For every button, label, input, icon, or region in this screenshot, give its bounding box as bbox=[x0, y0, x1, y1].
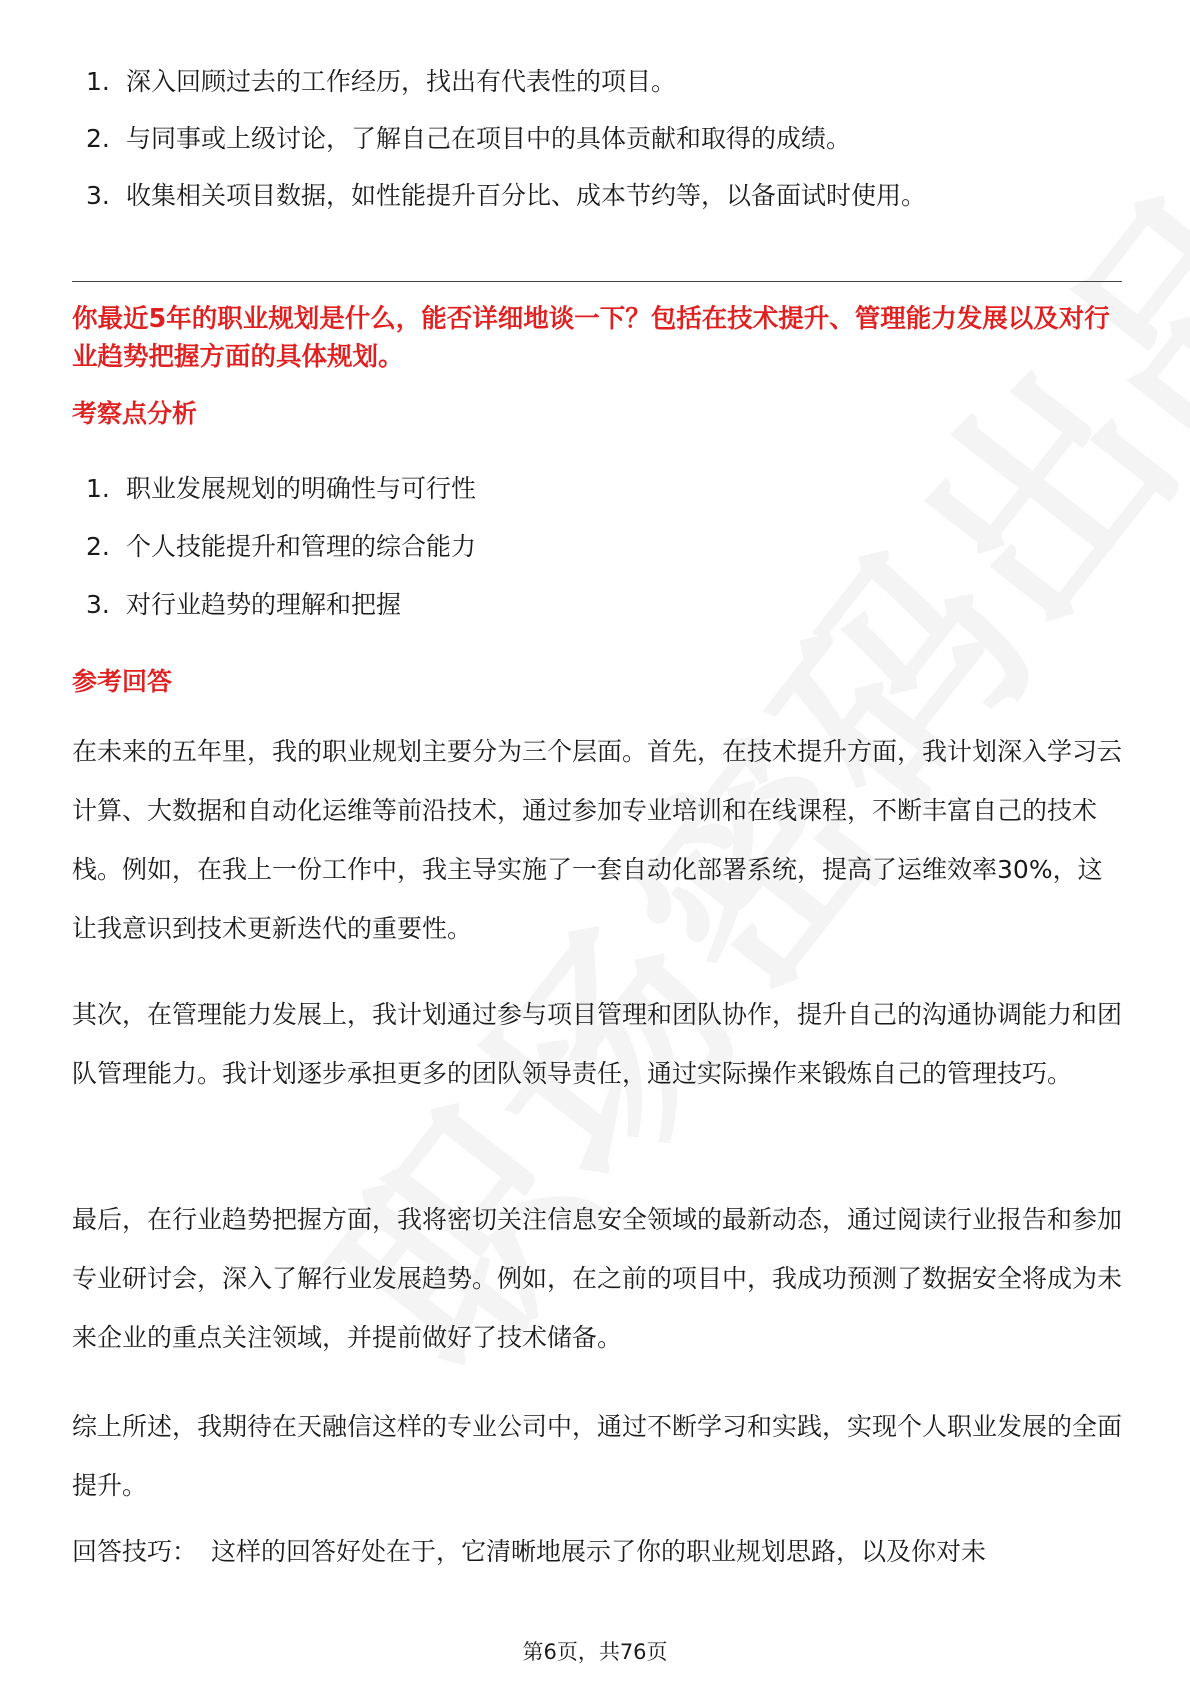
answer-heading: 参考回答 bbox=[72, 667, 173, 696]
list-item: 1. 职业发展规划的明确性与可行性 bbox=[86, 474, 477, 503]
list-item: 2. 个人技能提升和管理的综合能力 bbox=[86, 532, 477, 561]
answer-tip bbox=[72, 1532, 1122, 1572]
tip-text: 这样的回答好处在于，它清晰地展示了你的职业规划思路，以及你对未 bbox=[211, 1537, 987, 1566]
list-item: 3. 收集相关项目数据，如性能提升百分比、成本节约等，以备面试时使用。 bbox=[86, 181, 927, 210]
analysis-point-list bbox=[72, 472, 476, 646]
answer-paragraph: 综上所述，我期待在天融信这样的专业公司中，通过不断学习和实践，实现个人职业发展的全面提升。 bbox=[72, 1412, 1123, 1500]
answer-paragraph: 其次，在管理能力发展上，我计划通过参与项目管理和团队协作，提升自己的沟通协调能力和团队管理能力。我计划逐步承担更多的团队领导责任，通过实际操作来锻炼自己的管理技巧。 bbox=[72, 1000, 1123, 1088]
list-item: 1. 深入回顾过去的工作经历，找出有代表性的项目。 bbox=[86, 67, 677, 96]
answer-paragraph: 在未来的五年里，我的职业规划主要分为三个层面。首先，在技术提升方面，我计划深入学习云计算、大数据和自动化运维等前沿技术，通过参加专业培训和在线课程，不断丰富自己的技术栈。例如，在我上一份工作中，我主导实施了一套自动化部署系统，提高了运维效率30%，这让我意识到技术更新迭代的重要性。 bbox=[72, 737, 1123, 943]
previous-answer-list bbox=[72, 65, 926, 236]
list-item: 2. 与同事或上级讨论，了解自己在项目中的具体贡献和取得的成绩。 bbox=[86, 124, 852, 153]
tip-label: 回答技巧： bbox=[72, 1537, 198, 1566]
analysis-heading: 考察点分析 bbox=[72, 399, 198, 428]
list-item: 3. 对行业趋势的理解和把握 bbox=[86, 590, 402, 619]
section-divider bbox=[72, 281, 1122, 282]
interview-question: 你最近5年的职业规划是什么，能否详细地谈一下？包括在技术提升、管理能力发展以及对行业趋势把握方面的具体规划。 bbox=[72, 304, 1110, 372]
answer-paragraph: 最后，在行业趋势把握方面，我将密切关注信息安全领域的最新动态，通过阅读行业报告和参加专业研讨会，深入了解行业发展趋势。例如，在之前的项目中，我成功预测了数据安全将成为未来企业的重点关注领域，并提前做好了技术储备。 bbox=[72, 1205, 1123, 1352]
page-number: 第6页，共76页 bbox=[522, 1640, 668, 1664]
